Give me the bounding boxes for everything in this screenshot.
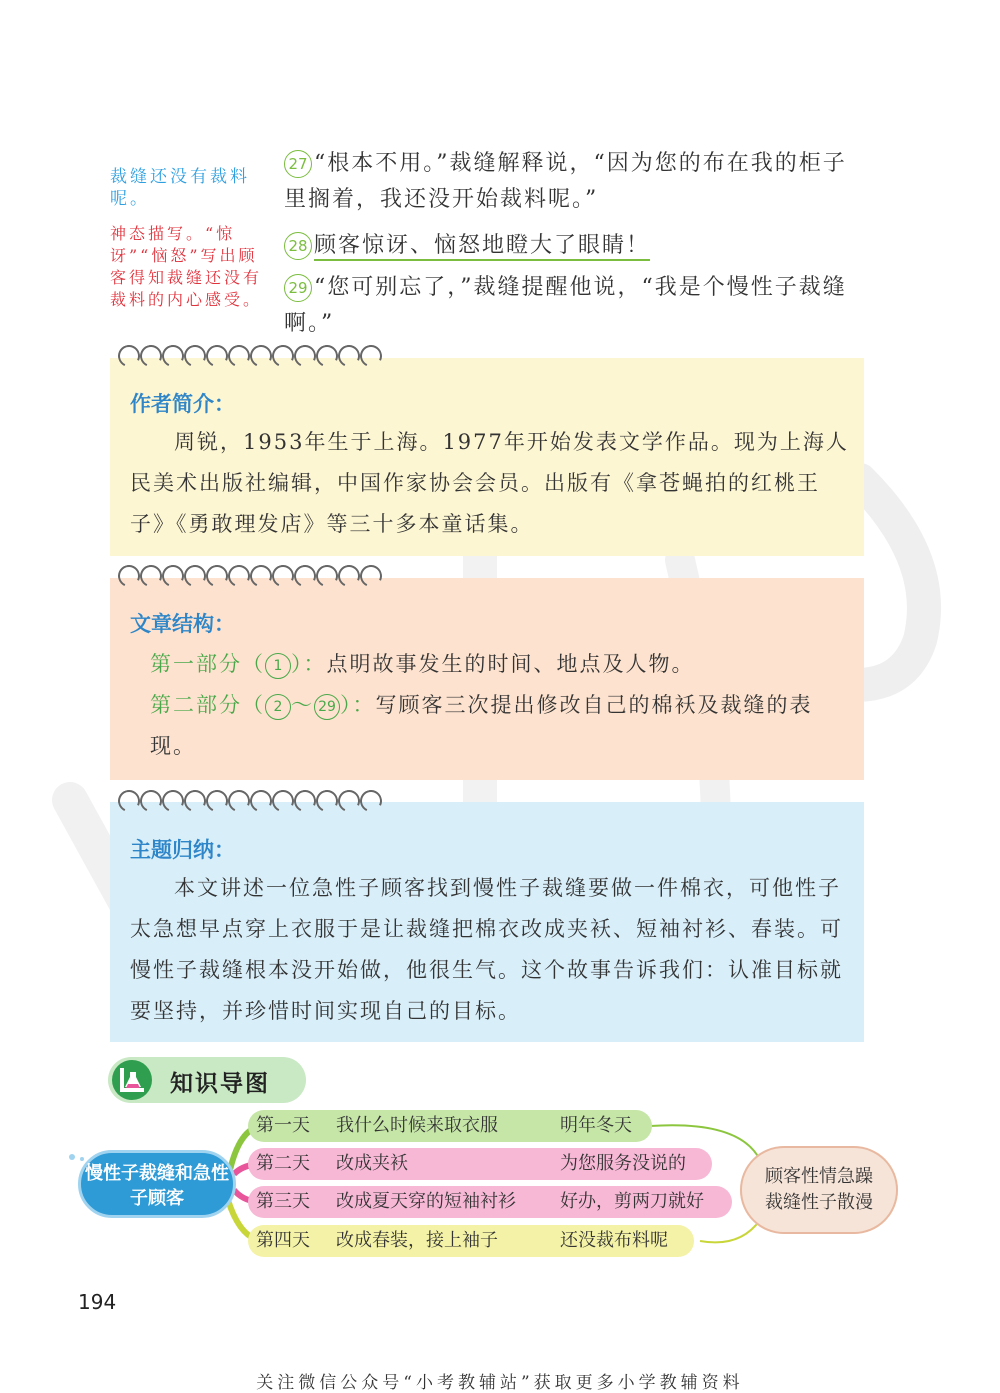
part-label: 第二部分（ <box>150 693 265 717</box>
mindmap-branch-day3 <box>248 1186 732 1218</box>
mindmap-branch-day4 <box>248 1225 694 1257</box>
summary-line-1: 顾客性情急躁 <box>765 1166 873 1187</box>
author-box <box>110 358 864 556</box>
paragraph-number: 28 <box>284 232 312 260</box>
branch-day: 第一天 <box>256 1115 310 1136</box>
page-number: 194 <box>78 1290 117 1314</box>
paragraph-28 <box>284 228 869 264</box>
part-text: 写顾客三次提出修改自己的棉袄及裁缝的表现。 <box>150 693 813 758</box>
structure-box-title: 文章结构： <box>130 612 235 636</box>
part-text: 点明故事发生的时间、地点及人物。 <box>326 652 695 676</box>
part-close: ）： <box>291 652 327 676</box>
mindmap-title: 知识导图 <box>170 1071 270 1097</box>
mindmap-branch-day1 <box>248 1110 652 1142</box>
theme-box <box>110 802 864 1042</box>
branch-request: 改成夹袄 <box>336 1153 408 1174</box>
part-close: ）： <box>340 693 376 717</box>
branch-day: 第四天 <box>256 1230 310 1251</box>
mindmap-summary-cloud <box>740 1146 898 1234</box>
structure-part-2 <box>150 685 850 767</box>
part-number: 29 <box>314 694 340 720</box>
part-number: 2 <box>265 694 291 720</box>
paragraph-27 <box>284 146 869 218</box>
paragraph-29 <box>284 270 869 342</box>
paragraph-text: 顾客惊讶、恼怒地瞪大了眼睛！ <box>314 233 651 258</box>
branch-reply: 为您服务没说的 <box>560 1153 686 1174</box>
paragraph-number: 27 <box>284 150 312 178</box>
mindmap-header <box>108 1057 306 1103</box>
paragraph-number: 29 <box>284 274 312 302</box>
paragraph-text: “根本不用。”裁缝解释说，“因为您的布在我的柜子里搁着，我还没开始裁料呢。” <box>284 151 847 212</box>
footer-note: 关注微信公众号“小考教辅站”获取更多小学教辅资料 <box>256 1373 744 1393</box>
theme-box-text: 本文讲述一位急性子顾客找到慢性子裁缝要做一件棉衣，可他性子太急想早点穿上衣服于是让裁缝把棉衣改成夹袄、短袖衬衫、春装。可慢性子裁缝根本没开始做，他很生气。这个故事告诉我们：认准目标就要坚持，并珍惜时间实现自己的目标。 <box>130 876 843 1023</box>
branch-reply: 明年冬天 <box>560 1115 632 1136</box>
author-box-title: 作者简介： <box>130 392 235 416</box>
branch-request: 改成春装，接上袖子 <box>336 1230 498 1251</box>
mindmap-center-node: 慢性子裁缝和急性子顾客 <box>78 1150 236 1218</box>
branch-request: 改成夏天穿的短袖衬衫 <box>336 1191 516 1212</box>
structure-box <box>110 578 864 780</box>
author-box-text: 周锐，1953年生于上海。1977年开始发表文学作品。现为上海人民美术出版社编辑，中国作家协会会员。出版有《拿苍蝇拍的红桃王子》《勇敢理发店》等三十多本童话集。 <box>130 430 849 536</box>
mindmap-branch-day2 <box>248 1148 712 1180</box>
flask-icon <box>112 1060 152 1100</box>
margin-note-blue: 裁缝还没有裁料呢。 <box>110 167 250 209</box>
branch-reply: 还没裁布料呢 <box>560 1230 668 1251</box>
structure-part-1 <box>150 644 850 685</box>
part-number: 1 <box>265 653 291 679</box>
branch-request: 我什么时候来取衣服 <box>336 1115 498 1136</box>
part-label: 第一部分（ <box>150 652 265 676</box>
branch-reply: 好办，剪两刀就好 <box>560 1191 704 1212</box>
part-sep: ～ <box>291 693 314 717</box>
margin-note-red: 神态描写。“惊讶”“恼怒”写出顾客得知裁缝还没有裁料的内心感受。 <box>110 224 263 309</box>
branch-day: 第三天 <box>256 1191 310 1212</box>
paragraph-text: “您可别忘了，”裁缝提醒他说，“我是个慢性子裁缝啊。” <box>284 275 847 336</box>
summary-line-2: 裁缝性子散漫 <box>765 1192 873 1213</box>
theme-box-title: 主题归纳： <box>130 838 235 862</box>
branch-day: 第二天 <box>256 1153 310 1174</box>
